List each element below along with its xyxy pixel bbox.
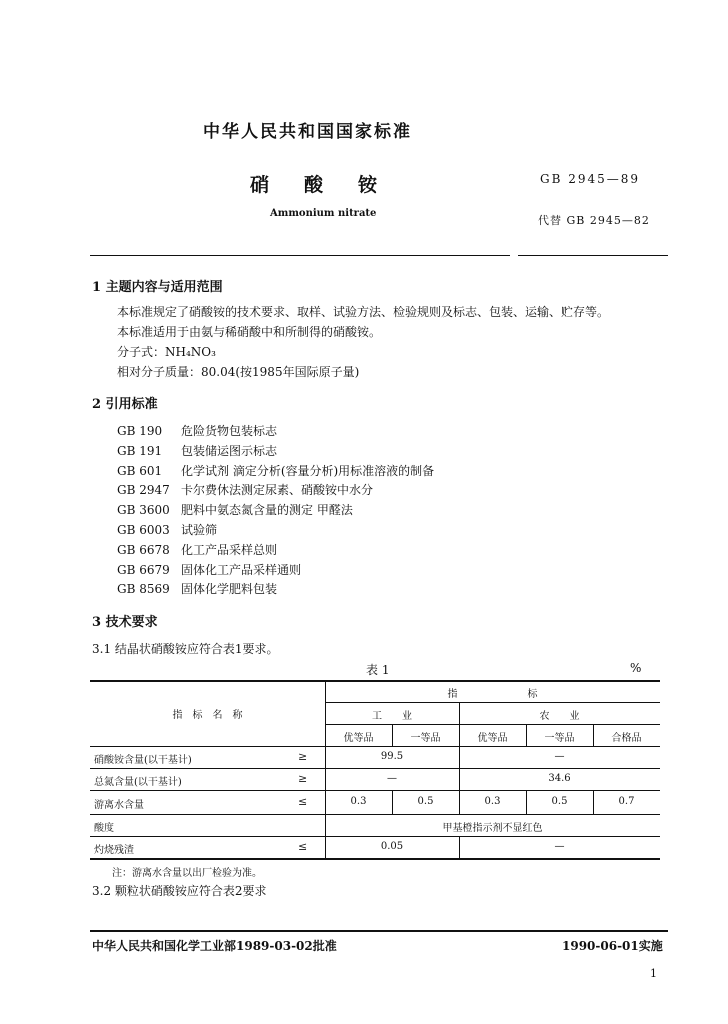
indicator-name-header: 指 标 名 称 [172,710,243,721]
table-cell: 0.5 [417,796,434,807]
document-title: 硝 酸 铵 [250,174,386,196]
row-operator: ≤ [298,840,308,853]
table-cell: 99.5 [380,751,404,762]
reference-code: GB 3600 [117,503,170,518]
table-cell: — [554,751,565,762]
row-operator: ≥ [298,772,308,785]
table-cell: 0.7 [618,796,635,807]
reference-title: 危险货物包装标志 [181,424,278,438]
standard-number: GB 2945—89 [540,172,641,186]
row-operator: ≤ [298,795,308,808]
table-cell: 34.6 [548,773,571,784]
table-cell: — [554,841,565,852]
section-3-heading: 3 技术要求 [92,615,158,630]
effective-date: 1990-06-01实施 [562,939,663,953]
header-rule-left [90,255,510,256]
molecular-formula: 分子式：NH₄NO₃ [117,345,216,359]
reference-item [117,561,301,578]
reference-item [117,462,434,479]
grade-header: 优等品 [477,733,508,744]
standard-title: 中华人民共和国国家标准 [203,122,412,142]
grade-header: 优等品 [343,733,374,744]
reference-code: GB 191 [117,443,163,458]
table-note: 注：游离水含量以出厂检验为准。 [112,868,262,879]
reference-code: GB 2947 [117,483,170,498]
table-row-name: 游离水含量 [94,800,144,811]
reference-item [117,521,217,538]
section-1-heading: 1 主题内容与适用范围 [92,280,223,295]
reference-code: GB 6678 [117,542,170,557]
reference-title: 肥料中氨态氮含量的测定 甲醛法 [181,503,353,518]
table-cell: 0.3 [350,796,367,807]
table-row-name: 硝酸铵含量(以干基计) [94,755,192,766]
table-cell: 0.3 [484,796,501,807]
table-row-name: 酸度 [94,823,114,834]
approval-line: 中华人民共和国化学工业部1989-03-02批准 [92,939,337,953]
indicator-header: 指 标 [447,689,538,700]
reference-item [117,481,373,498]
clause-3-2: 3.2 颗粒状硝酸铵应符合表2要求 [92,884,267,898]
reference-item [117,580,277,597]
grade-header: 合格品 [611,733,642,744]
table-cell: — [387,773,397,784]
reference-code: GB 190 [117,424,163,438]
grade-header: 一等品 [410,733,441,744]
reference-code: GB 8569 [117,582,170,597]
header-rule-right [518,255,668,256]
reference-title: 包装储运图示标志 [181,443,278,458]
reference-item [117,442,277,459]
table-cell: 0.5 [551,796,568,807]
grade-header: 一等品 [544,733,575,744]
reference-item [117,422,277,439]
section-2-heading: 2 引用标准 [92,397,158,412]
english-title: Ammonium nitrate [270,208,377,219]
table-cell: 甲基橙指示剂不显红色 [442,823,543,834]
table-row-name: 灼烧残渣 [94,845,134,856]
reference-title: 固体化工产品采样通则 [181,562,302,577]
reference-code: GB 601 [117,463,163,478]
reference-code: GB 6003 [117,523,170,537]
reference-code: GB 6679 [117,562,170,577]
reference-title: 固体化学肥料包装 [181,582,278,597]
table-unit: % [630,661,642,675]
section-1-line: 本标准适用于由氨与稀硝酸中和所制得的硝酸铵。 [117,325,382,339]
reference-item [117,501,353,518]
reference-title: 化学试剂 滴定分析(容量分析)用标准溶液的制备 [181,463,435,478]
row-operator: ≥ [298,750,308,763]
table-cell: 0.05 [380,841,404,852]
table-row-name: 总氮含量(以干基计) [94,777,182,788]
table-caption: 表 1 [366,663,390,677]
footer-rule [90,930,668,932]
agricultural-header: 农 业 [539,711,580,722]
clause-3-1: 3.1 结晶状硝酸铵应符合表1要求。 [92,642,279,656]
reference-item [117,541,277,558]
reference-title: 卡尔费休法测定尿素、硝酸铵中水分 [181,483,374,498]
reference-title: 化工产品采样总则 [181,542,278,557]
molecular-mass: 相对分子质量：80.04(按1985年国际原子量) [117,365,360,379]
replaces-number: 代替 GB 2945—82 [538,214,650,227]
industrial-header: 工 业 [372,711,412,722]
reference-title: 试验筛 [181,523,218,537]
section-1-line: 本标准规定了硝酸铵的技术要求、取样、试验方法、检验规则及标志、包装、运输、贮存等。 [117,305,610,319]
page-number: 1 [650,967,657,980]
